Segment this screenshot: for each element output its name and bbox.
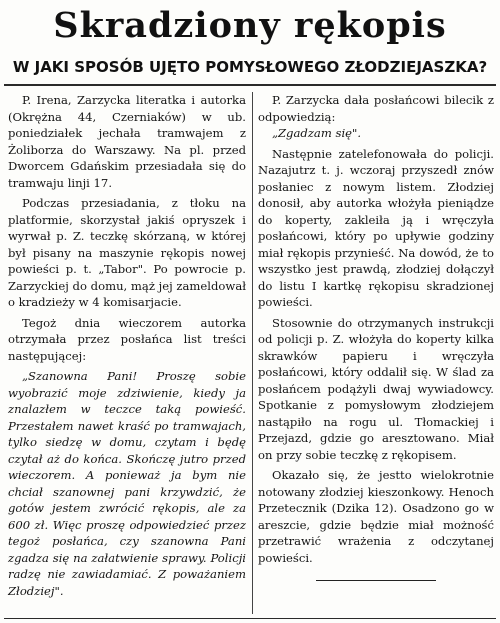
paragraph-theft-event: Podczas przesiadania, z tłoku na platformie, skorzystał jakiś opryszek i wyrwał p. Z. teczkę skórzaną, w której był pisany na maszynie rękopis nowej powieści p. t. „Tabor". Po powrocie p. Zarzyckiej do domu, mąż jej zameldował o kradzieży w 4 komisarjacie. <box>8 196 246 309</box>
article-subheadline: W JAKI SPOSÓB UJĘTO POMYSŁOWEGO ZŁODZIEJASZKA? <box>12 58 488 76</box>
left-column <box>8 92 246 599</box>
paragraph-sting: Stosownie do otrzymanych instrukcji od policji p. Z. włożyła do koperty kilka skrawków papieru i wręczyła posłańcowi, który oddalił się. W ślad za posłańcem podążyli dwaj wywiadowcy. Spotkanie z pomysłowym złodziejem nastąpiło na rogu ul. Tłomackiej i Przejazd, gdzie go aresztowano. Miał on przy sobie teczkę z rękopisem. <box>258 315 494 462</box>
paragraph-thief-letter: „Szanowna Pani! Proszę sobie wyobrazić moje zdziwienie, kiedy ja znalazłem w teczce taką powieść. Przestałem nawet kraść po tramwajach, tylko siedzę w domu, czytam i będę czytał aż do końca. Skończę jutro przed wieczorem. A ponieważ ja bym nie chciał szanownej pani krzywdzić, że gotów jestem zwrócić rękopis, ale za 600 zł. Więc proszę odpowiedzieć przez tegoż posłańca, czy szanowna Pani zgadza się na załatwienie sprawy. Policji radzę nie zawiadamiać. Z poważaniem Złodziej". <box>8 369 246 598</box>
paragraph-letter-intro: Tegoż dnia wieczorem autorka otrzymała przez posłańca list treści następującej: <box>8 315 246 363</box>
paragraph-theft-commute: P. Irena, Zarzycka literatka i autorka (Okrężna 44, Czerniaków) w ub. poniedziałek jechała tramwajem z Żoliborza do Warszawy. Na pl. przed Dworcem Gdańskim przesiadała się do tramwaju linji 17. <box>8 93 246 190</box>
paragraph-identity: Okazało się, że jestto wielokrotnie notowany złodziej kieszonkowy. Henoch Przetecznik (Dzika 12). Osadzono go w areszcie, gdzie będzie miał możność przetrawić wrażenia z odczytanej powieści. <box>258 468 494 565</box>
paragraph-reply-note: P. Zarzycka dała posłańcowi bilecik z odpowiedzią: <box>258 93 494 124</box>
column-divider <box>252 92 253 614</box>
paragraph-reply-quote: „Zgadzam się". <box>272 126 362 140</box>
end-rule <box>316 580 436 581</box>
footer-rule <box>4 618 496 619</box>
paragraph-police-call: Następnie zatelefonowała do policji. Nazajutrz t. j. wczoraj przyszedł znów posłaniec z nowym listem. Złodziej donosił, aby autorka włożyła pieniądze do koperty, zakleiła ją i wręczyła posłańcowi, który po upływie godziny miał rękopis przynieść. Na dowód, że to wszystko jest prawdą, złodziej dołączył do listu I kartkę rękopisu skradzionej powieści. <box>258 146 494 309</box>
header-rule <box>4 84 496 86</box>
article-headline: Skradziony rękopis <box>53 5 447 46</box>
right-column <box>258 92 494 581</box>
